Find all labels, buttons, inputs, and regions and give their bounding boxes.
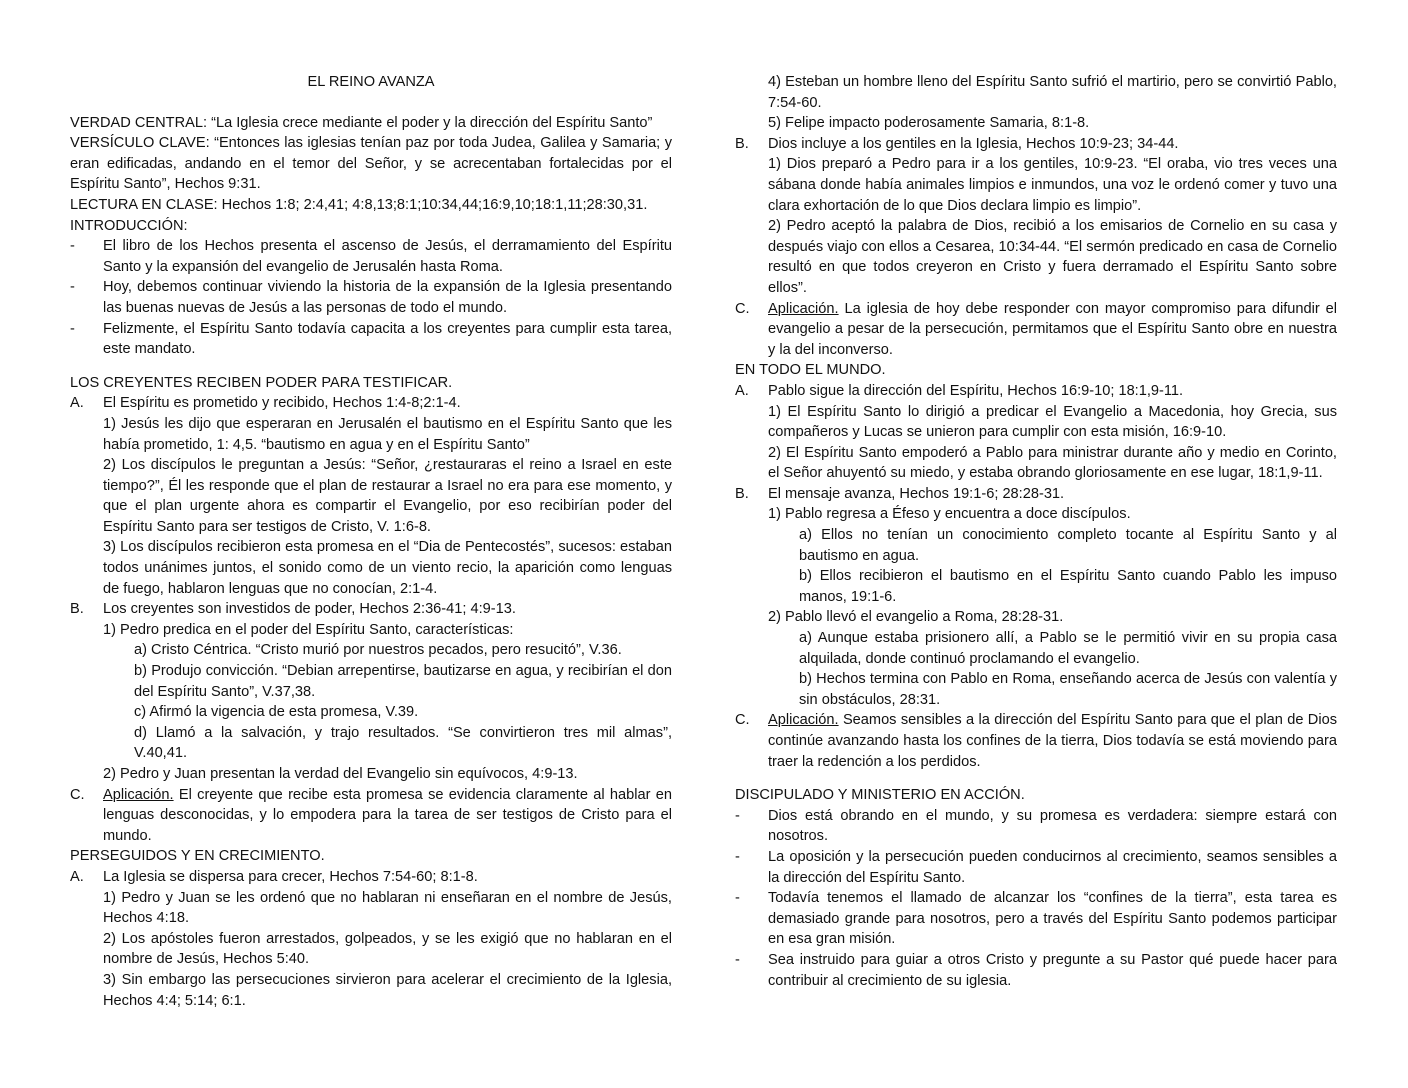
intro-text: Hoy, debemos continuar viviendo la historia de la expansión de la Iglesia presentando las buenas nuevas de Jesús a las personas de todo el mundo. <box>103 279 672 316</box>
outline-point-b <box>735 484 1337 505</box>
discipleship-item <box>735 950 1337 991</box>
document-title: EL REINO AVANZA <box>307 74 435 90</box>
spacer <box>70 360 672 373</box>
application-body: La iglesia de hoy debe responder con mayor compromiso para difundir el evangelio a pesar de la persecución, permitamos que el Espíritu Santo obre en nuestra y la del inconverso. <box>768 300 1337 358</box>
letter-marker: B. <box>70 601 84 618</box>
outline-point-c <box>735 299 1337 361</box>
letter-marker: B. <box>735 485 749 502</box>
intro-item <box>70 319 672 360</box>
spacer <box>735 772 1337 785</box>
application-text <box>768 710 1337 772</box>
application-text <box>768 299 1337 361</box>
dash-marker: - <box>70 279 75 296</box>
left-column <box>70 72 672 1011</box>
outline-text: El Espíritu es prometido y recibido, Hechos 1:4-8;2:1-4. <box>103 395 461 412</box>
sub-sub-point: b) Hechos termina con Pablo en Roma, enseñando acerca de Jesús con valentía y sin obstáculos, 28:31. <box>799 671 1337 708</box>
section-heading: PERSEGUIDOS Y EN CRECIMIENTO. <box>70 848 325 865</box>
sub-sub-point: b) Produjo convicción. “Debian arrepentirse, bautizarse en agua, y recibirían el don del Espíritu Santo”, V.37,38. <box>134 663 672 700</box>
discipleship-item <box>735 806 1337 847</box>
section-heading: LOS CREYENTES RECIBEN PODER PARA TESTIFICAR. <box>70 374 453 391</box>
letter-marker: A. <box>735 382 749 399</box>
discipleship-text: Dios está obrando en el mundo, y su promesa es verdadera: siempre estará con nosotros. <box>768 807 1337 845</box>
letter-marker: A. <box>70 868 84 885</box>
sub-sub-point: d) Llamó a la salvación, y trajo resultados. “Se convirtieron tres mil almas”, V.40,41. <box>134 724 672 762</box>
intro-item <box>70 236 672 277</box>
sub-point: 2) Los discípulos le preguntan a Jesús: “Señor, ¿restauraras el reino a Israel en este tiempo?”, Él les responde que el plan de restaurar a Israel no era para ese momento, y que el plan urgente ahora es compartir el Evangelio, por eso recibirían poder del Espíritu Santo para ser testigos de Cristo, V. 1:6-8. <box>103 457 672 535</box>
key-verse: VERSÍCULO CLAVE: “Entonces las iglesias tenían paz por toda Judea, Galilea y Samaria; y eran edificadas, andando en el temor del Señor, y se acrecentaban fortalecidas por el Espíritu Santo”, Hechos 9:31. <box>70 135 672 193</box>
outline-text: La Iglesia se dispersa para crecer, Hechos 7:54-60; 8:1-8. <box>103 868 478 885</box>
intro-heading: INTRODUCCIÓN: <box>70 217 188 234</box>
section-heading: EN TODO EL MUNDO. <box>735 362 886 379</box>
sub-sub-point: b) Ellos recibieron el bautismo en el Espíritu Santo cuando Pablo les impuso manos, 19:1-6. <box>799 568 1337 605</box>
intro-text: El libro de los Hechos presenta el ascenso de Jesús, el derramamiento del Espíritu Santo y la expansión del evangelio de Jerusalén hasta Roma. <box>103 238 672 275</box>
sub-point: 1) Jesús les dijo que esperaran en Jerusalén el bautismo en el Espíritu Santo que les había prometido, 1: 4,5. “bautismo en agua y en el Espíritu Santo” <box>103 415 672 453</box>
sub-point: 1) Pedro predica en el poder del Espíritu Santo, características: <box>103 621 514 638</box>
application-body: El creyente que recibe esta promesa se evidencia claramente al hablar en lenguas desconocidas, y lo empodera para la tarea de ser testigos de Cristo para el mundo. <box>103 786 672 844</box>
sub-point: 1) Dios preparó a Pedro para ir a los gentiles, 10:9-23. “El oraba, vio tres veces una sábana donde había animales limpios e inmundos, una voz le ordenó comer y tuvo una clara exhortación de lo que Dios declara limpio es limpio”. <box>768 156 1337 214</box>
sub-point: 2) El Espíritu Santo empoderó a Pablo para ministrar durante año y medio en Corinto, el Señor ahuyentó su miedo, y estaba obrando gloriosamente en ese lugar, 18:1,9-11. <box>768 444 1337 482</box>
outline-point-a <box>70 867 672 888</box>
central-truth: VERDAD CENTRAL: “La Iglesia crece mediante el poder y la dirección del Espíritu Santo” <box>70 114 653 131</box>
discipleship-text: Todavía tenemos el llamado de alcanzar los “confines de la tierra”, esta tarea es demasiado grande para nosotros, pero a través del Espíritu Santo podemos participar en esa gran misión. <box>768 890 1337 948</box>
sub-point: 2) Pedro y Juan presentan la verdad del Evangelio sin equívocos, 4:9-13. <box>103 766 578 782</box>
letter-marker: A. <box>70 395 84 412</box>
sub-point: 2) Los apóstoles fueron arrestados, golpeados, y se les exigió que no hablaran en el nombre de Jesús, Hechos 5:40. <box>103 930 672 968</box>
discipleship-item <box>735 888 1337 950</box>
outline-text: Pablo sigue la dirección del Espíritu, Hechos 16:9-10; 18:1,9-11. <box>768 382 1184 399</box>
intro-item <box>70 277 672 318</box>
dash-marker: - <box>735 807 740 824</box>
right-column <box>735 72 1337 991</box>
sub-sub-point: a) Ellos no tenían un conocimiento completo tocante al Espíritu Santo y al bautismo en agua. <box>799 527 1337 564</box>
sub-sub-point: a) Cristo Céntrica. “Cristo murió por nuestros pecados, pero resucitó”, V.36. <box>134 642 622 659</box>
intro-text: Felizmente, el Espíritu Santo todavía capacita a los creyentes para cumplir esta tarea, este mandato. <box>103 320 672 358</box>
application-label: Aplicación. <box>768 300 839 317</box>
outline-point-a <box>70 393 672 414</box>
sub-point: 1) El Espíritu Santo lo dirigió a predicar el Evangelio a Macedonia, hoy Grecia, sus compañeros y Lucas se unieron para cumplir con esta misión, 16:9-10. <box>768 403 1337 441</box>
discipleship-text: La oposición y la persecución pueden conducirnos al crecimiento, seamos sensibles a la dirección del Espíritu Santo. <box>768 848 1337 886</box>
outline-point-b <box>70 599 672 620</box>
letter-marker: C. <box>735 300 750 317</box>
dash-marker: - <box>70 238 75 255</box>
application-label: Aplicación. <box>768 712 839 729</box>
letter-marker: B. <box>735 135 749 152</box>
outline-point-c <box>735 710 1337 772</box>
outline-point-b <box>735 134 1337 155</box>
sub-point: 3) Sin embargo las persecuciones sirvieron para acelerar el crecimiento de la Iglesia, Hechos 4:4; 5:14; 6:1. <box>103 971 672 1009</box>
letter-marker: C. <box>70 786 85 803</box>
outline-point-c <box>70 785 672 847</box>
sub-point: 1) Pedro y Juan se les ordenó que no hablaran ni enseñaran en el nombre de Jesús, Hechos 4:18. <box>103 889 672 927</box>
sub-sub-point: a) Aunque estaba prisionero allí, a Pablo se le permitió vivir en su propia casa alquilada, donde continuó proclamando el evangelio. <box>799 630 1337 667</box>
application-text <box>103 785 672 847</box>
class-reading: LECTURA EN CLASE: Hechos 1:8; 2:4,41; 4:8,13;8:1;10:34,44;16:9,10;18:1,11;28:30,31. <box>70 196 648 213</box>
dash-marker: - <box>70 320 75 337</box>
letter-marker: C. <box>735 712 750 729</box>
sub-point: 4) Esteban un hombre lleno del Espíritu Santo sufrió el martirio, pero se convirtió Pablo, 7:54-60. <box>768 74 1337 111</box>
outline-point-a <box>735 381 1337 402</box>
sub-point: 3) Los discípulos recibieron esta promesa en el “Dia de Pentecostés”, sucesos: estaban todos unánimes juntos, el sonido como de un viento recio, la aparición como lenguas de fuego, hablaron lenguas que no conocían, 2:1-4. <box>103 539 672 597</box>
dash-marker: - <box>735 848 740 865</box>
section-heading: DISCIPULADO Y MINISTERIO EN ACCIÓN. <box>735 787 1025 804</box>
outline-text: Los creyentes son investidos de poder, Hechos 2:36-41; 4:9-13. <box>103 601 516 618</box>
outline-text: El mensaje avanza, Hechos 19:1-6; 28:28-31. <box>768 485 1065 502</box>
application-label: Aplicación. <box>103 786 174 803</box>
outline-text: Dios incluye a los gentiles en la Iglesia, Hechos 10:9-23; 34-44. <box>768 135 1179 152</box>
dash-marker: - <box>735 951 740 968</box>
discipleship-text: Sea instruido para guiar a otros Cristo y pregunte a su Pastor qué puede hacer para contribuir al crecimiento de su iglesia. <box>768 951 1337 989</box>
sub-point: 2) Pedro aceptó la palabra de Dios, recibió a los emisarios de Cornelio en su casa y después viajo con ellos a Cesarea, 10:34-44. “El sermón predicado en casa de Cornelio resultó en que todos creyeron en Cristo y fuera derramado el Espíritu Santo sobre ellos”. <box>768 218 1337 296</box>
dash-marker: - <box>735 890 740 907</box>
sub-point: 2) Pablo llevó el evangelio a Roma, 28:28-31. <box>768 609 1064 626</box>
discipleship-item <box>735 847 1337 888</box>
sub-point: 1) Pablo regresa a Éfeso y encuentra a doce discípulos. <box>768 506 1131 523</box>
sub-sub-point: c) Afirmó la vigencia de esta promesa, V.39. <box>134 704 419 721</box>
sub-point: 5) Felipe impacto poderosamente Samaria, 8:1-8. <box>768 115 1090 132</box>
application-body: Seamos sensibles a la dirección del Espíritu Santo para que el plan de Dios continúe avanzando hasta los confines de la tierra, Dios todavía se está moviendo para traer la redención a los perdidos. <box>768 712 1337 770</box>
